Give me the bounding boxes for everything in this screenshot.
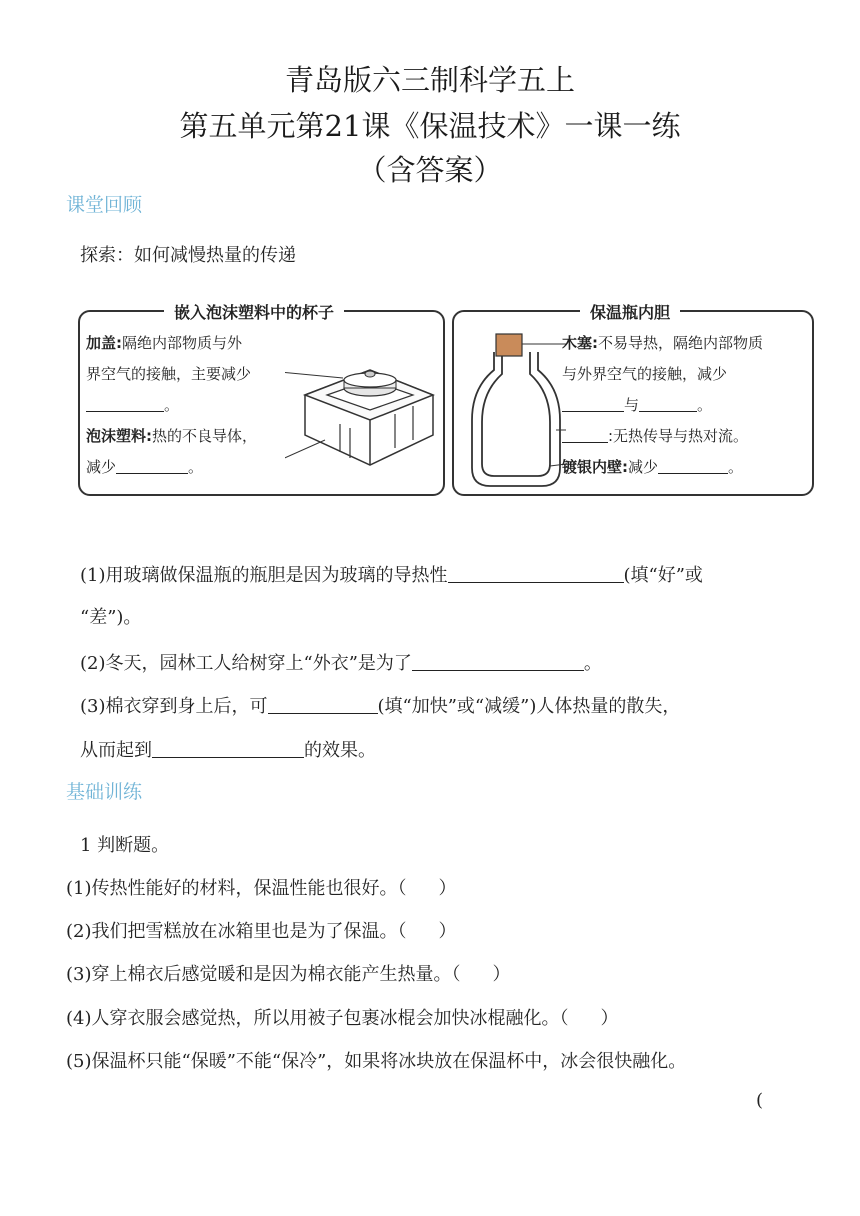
judge-item-1 — [66, 874, 457, 900]
cork-label: 木塞: — [562, 334, 598, 352]
silver-period: 。 — [728, 458, 744, 476]
judge-item-3-text: (3)穿上棉衣后感觉暖和是因为棉衣能产生热量。（ — [66, 964, 461, 985]
section-review: 课堂回顾 — [66, 194, 143, 216]
question-3-hint: (填“加快”或“减缓”)人体热量的散失， — [377, 696, 681, 717]
page-title-line1: 青岛版六三制科学五上 — [284, 63, 575, 97]
judge-item-2-close: ） — [438, 921, 457, 942]
foam-period: 。 — [188, 458, 204, 476]
lid-text1: 隔绝内部物质与外 — [122, 334, 243, 352]
judge-item-1-close: ） — [438, 878, 457, 899]
question-3-text: (3)棉衣穿到身上后，可 — [80, 696, 268, 717]
foam-blank[interactable] — [116, 459, 188, 474]
judge-item-4 — [66, 1004, 619, 1030]
thermos-bottle-illustration — [466, 330, 566, 490]
cork-blank-1[interactable] — [562, 397, 624, 412]
question-3-line2 — [80, 736, 376, 762]
cork-period: 。 — [697, 396, 713, 414]
judge-item-3 — [66, 960, 511, 986]
cork-text2: 与外界空气的接触，减少 — [562, 365, 728, 383]
question-1-line1 — [80, 561, 703, 587]
cork-text1: 不易导热，隔绝内部物质 — [598, 334, 764, 352]
question-1-blank[interactable] — [448, 564, 624, 583]
foam-text: 热的不良导体， — [152, 427, 258, 445]
question-2-text: (2)冬天，园林工人给树穿上“外衣”是为了 — [80, 653, 412, 674]
question-3-blank-2[interactable] — [152, 739, 304, 758]
question-1-line2: “差”)。 — [80, 607, 142, 628]
question-2 — [80, 649, 602, 675]
question-3-effect: 的效果。 — [304, 740, 376, 761]
foam-reduce-text: 减少 — [86, 458, 117, 476]
lid-text2: 界空气的接触，主要减少 — [86, 365, 252, 383]
page-title-line3: （含答案） — [357, 153, 503, 187]
card-thermos-liner-title: 保温瓶内胆 — [580, 300, 680, 323]
silver-blank[interactable] — [658, 459, 728, 474]
card-foam-cup-text — [86, 328, 257, 483]
vacuum-text: :无热传导与热对流。 — [608, 427, 749, 445]
card-thermos-liner-text — [562, 328, 763, 483]
judge-item-2-text: (2)我们把雪糕放在冰箱里也是为了保温。（ — [66, 921, 407, 942]
card-thermos-liner — [452, 303, 814, 496]
judge-item-2 — [66, 917, 457, 943]
silver-label: 镀银内壁: — [562, 458, 628, 476]
silver-text: 减少 — [628, 458, 659, 476]
page-title-line2: 第五单元第21课《保温技术》一课一练 — [179, 109, 681, 143]
cork-and-text: 与 — [624, 396, 640, 414]
question-1-text: (1)用玻璃做保温瓶的瓶胆是因为玻璃的导热性 — [80, 565, 448, 586]
cork-blank-2[interactable] — [639, 397, 697, 412]
question-3-blank-1[interactable] — [268, 695, 378, 714]
vacuum-blank[interactable] — [562, 428, 608, 443]
judge-item-5-paren[interactable]: ( — [756, 1090, 764, 1111]
judge-item-5: (5)保温杯只能“保暖”不能“保冷”，如果将冰块放在保温杯中，冰会很快融化。 — [66, 1051, 687, 1072]
lid-blank[interactable] — [86, 397, 164, 412]
card-foam-cup — [78, 303, 445, 496]
foam-label: 泡沫塑料: — [86, 427, 152, 445]
question-3-line1 — [80, 692, 680, 718]
question-1-hint: (填“好”或 — [623, 565, 703, 586]
judge-item-3-close: ） — [492, 964, 511, 985]
question-2-blank[interactable] — [412, 652, 584, 671]
card-foam-cup-title: 嵌入泡沫塑料中的杯子 — [164, 300, 344, 323]
task-judge: 1 判断题。 — [80, 835, 170, 856]
question-3-text2: 从而起到 — [80, 740, 152, 761]
explore-text: 探索：如何减慢热量的传递 — [80, 245, 296, 266]
judge-item-4-text: (4)人穿衣服会感觉热，所以用被子包裹冰棍会加快冰棍融化。（ — [66, 1008, 569, 1029]
lid-label: 加盖: — [86, 334, 122, 352]
judge-item-1-text: (1)传热性能好的材料，保温性能也很好。（ — [66, 878, 407, 899]
foam-cup-illustration — [285, 340, 435, 480]
lid-period: 。 — [164, 396, 180, 414]
judge-item-4-close: ） — [600, 1008, 619, 1029]
question-2-period: 。 — [583, 653, 602, 674]
section-basic: 基础训练 — [66, 781, 143, 803]
